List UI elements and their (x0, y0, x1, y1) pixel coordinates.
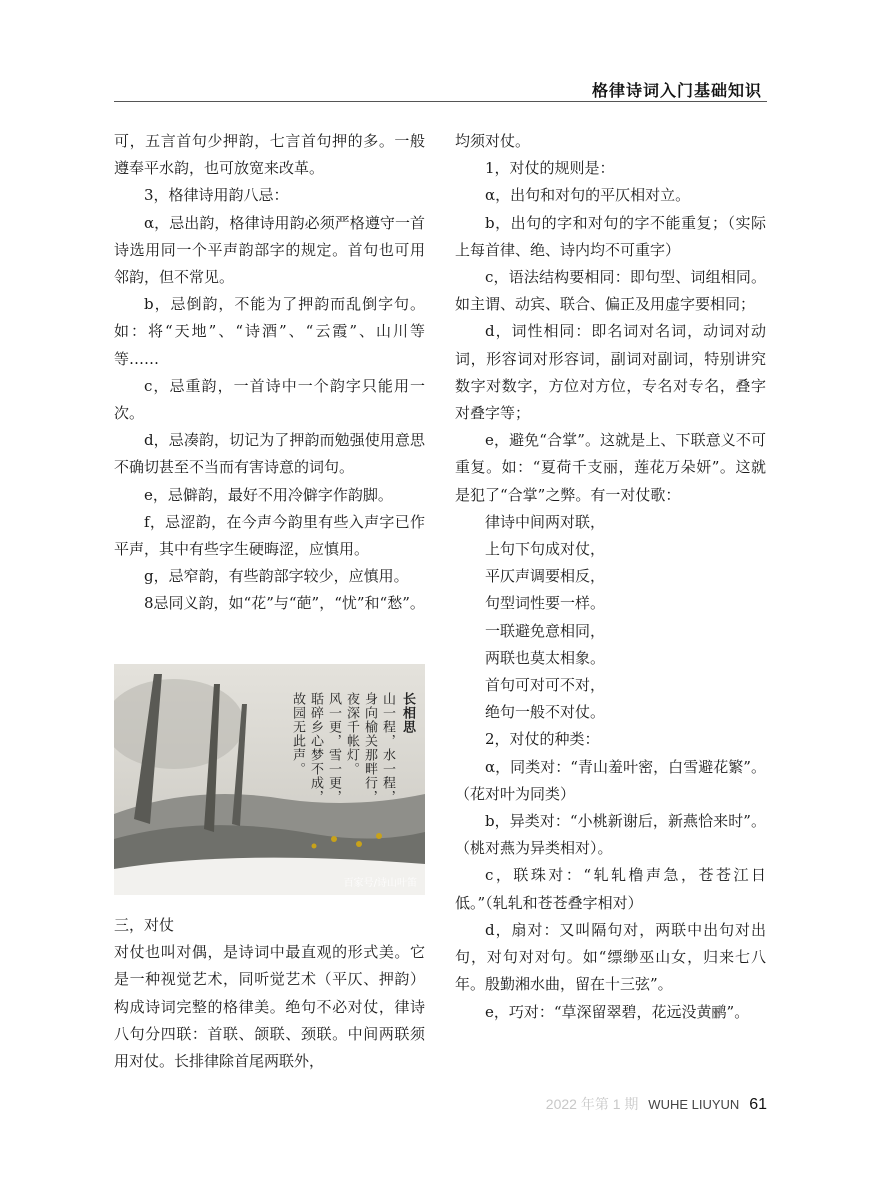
paragraph: g，忌窄韵，有些韵部字较少，应慎用。 (144, 567, 409, 586)
poem-illustration (114, 664, 425, 895)
list-item: e，巧对：“草深留翠碧，花远没黄鹂”。 (485, 1002, 750, 1021)
poem-column: 聒碎乡心梦不成， (308, 692, 323, 804)
journal-brand: WUHE LIUYUN (648, 1097, 740, 1112)
paragraph: b，忌倒韵，不能为了押韵而乱倒字句。如：将“天地”、“诗酒”、“云霞”、山川等等…… (114, 295, 425, 368)
paragraph: 对仗也叫对偶，是诗词中最直观的形式美。它是一种视觉艺术，同听觉艺术（平仄、押韵）构成诗词完整的格律美。绝句不必对仗，律诗八句分四联：首联、颌联、颈联。中间两联须用对仗。长排律除首尾两联外， (114, 943, 425, 1071)
header-divider (114, 101, 767, 102)
poem-title: 长相思 (400, 692, 415, 734)
paragraph: f，忌涩韵，在今声今韵里有些入声字已作平声，其中有些字生硬晦涩，应慎用。 (114, 512, 425, 559)
left-column (114, 128, 425, 618)
section-parallelism (114, 912, 425, 1075)
song-line: 首句可对可不对， (485, 676, 606, 695)
running-header-title: 格律诗词入门基础知识 (591, 81, 762, 100)
poem-column: 身向榆关那畔行， (362, 692, 377, 804)
paragraph: α，忌出韵，格律诗用韵必须严格遵守一首诗选用同一个平声韵部字的规定。首句也可用邻韵，但不常见。 (114, 213, 425, 287)
song-line: 上句下句成对仗， (485, 540, 606, 559)
list-item: b，异类对：“小桃新谢后，新燕恰来时”。（桃对燕为异类相对）。 (455, 812, 766, 858)
song-line: 平仄声调要相反， (485, 567, 606, 586)
list-item: d，扇对：又叫隔句对，两联中出句对出句，对句对对句。如“缥缈巫山女，归来七八年。殷勤湘水曲，留在十三弦”。 (455, 920, 766, 994)
paragraph: 可，五言首句少押韵，七言首句押的多。一般遵奉平水韵，也可放宽来改革。 (114, 132, 425, 178)
paragraph: 均须对仗。 (455, 132, 531, 150)
page-number: 61 (749, 1096, 767, 1113)
right-column (455, 128, 766, 1026)
song-line: 句型词性要一样。 (485, 594, 606, 613)
watermark-text: 百家号/诗山叶笛 (343, 878, 417, 889)
list-item: c，语法结构要相同：即句型、词组相同。如主谓、动宾、联合、偏正及用虚字要相同； (455, 268, 766, 314)
paragraph: e，忌僻韵，最好不用冷僻字作韵脚。 (144, 485, 393, 504)
issue-label: 2022 年第 1 期 (545, 1096, 639, 1112)
list-item: e，避免“合掌”。这就是上、下联意义不可重复。如：“夏荷千支丽，莲花万朵妍”。这就是犯了“合掌”之弊。有一对仗歌： (455, 431, 766, 504)
poem-column: 山一程，水一程， (380, 692, 395, 804)
song-line: 两联也莫太相象。 (485, 648, 606, 667)
poem-column: 夜深千帐灯。 (344, 692, 359, 776)
list-item: α，同类对：“青山羞叶密，白雪避花繁”。（花对叶为同类） (455, 757, 766, 803)
paragraph: d，忌凑韵，切记为了押韵而勉强使用意思不确切甚至不当而有害诗意的词句。 (114, 431, 425, 477)
song-line: 绝句一般不对仗。 (485, 703, 606, 722)
song-line: 一联避免意相同， (485, 621, 606, 640)
poem-column: 风一更，雪一更， (326, 692, 341, 804)
song-line: 律诗中间两对联， (485, 512, 606, 531)
paragraph: c，忌重韵，一首诗中一个韵字只能用一次。 (114, 376, 425, 423)
list-item: d，词性相同：即名词对名词，动词对动词，形容词对形容词，副词对副词，特别讲究数字对数字，方位对方位，专名对专名，叠字对叠字等； (455, 322, 766, 423)
list-item: α，出句和对句的平仄相对立。 (485, 186, 691, 205)
poem-column: 故园无此声。 (290, 692, 305, 776)
paragraph: 8忌同义韵，如“花”与“葩”，“忧”和“愁”。 (144, 594, 425, 613)
section-heading: 三，对仗 (114, 916, 175, 934)
paragraph: 3，格律诗用韵八忌： (144, 186, 289, 205)
list-item: c，联珠对：“轧轧橹声急，苍苍江日低。”（轧轧和苍苍叠字相对） (455, 866, 766, 912)
list-item: b，出句的字和对句的字不能重复；（实际上每首律、绝、诗内均不可重字） (455, 213, 766, 259)
rules-heading: 1，对仗的规则是： (485, 159, 615, 178)
winter-landscape-painting (114, 664, 425, 895)
page-footer (546, 1094, 767, 1114)
types-heading: 2，对仗的种类： (485, 730, 600, 749)
